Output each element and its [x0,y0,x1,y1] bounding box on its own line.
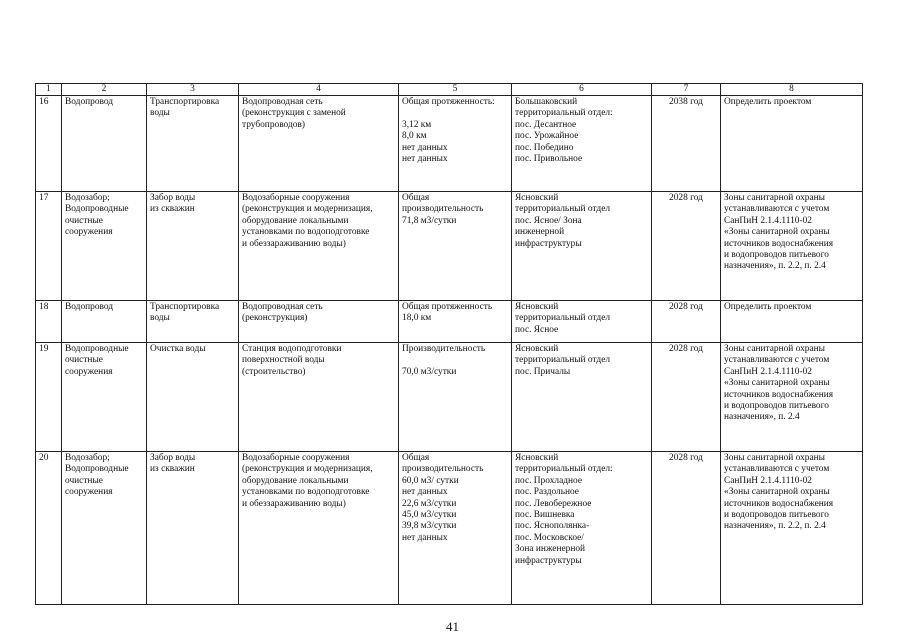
object-description-cell [239,452,399,605]
cell-text-line: (реконструкция с заменой [242,108,346,119]
cell-text-line: Водопроводная сеть [242,97,323,107]
cell-text-line: устанавливаются с учетом [724,355,830,366]
header-cell-4: 4 [239,84,399,96]
cell-text-line: пос. Левобережное [515,498,592,509]
cell-text-line: и водопроводов питьевого [724,401,829,412]
row-number-cell: 16 [36,96,62,192]
object-description-cell [239,192,399,301]
cell-text-line: устанавливаются с учетом [724,204,830,215]
cell-text-line: СанПиН 2.1.4.1110-02 [724,475,812,486]
cell-text-line: пос. Урожайное [515,131,579,142]
cell-text-line: Производительность [402,344,486,354]
implementation-year-cell: 2038 год [652,96,721,192]
cell-text-line: Транспортировка [150,97,220,107]
header-cell-7: 7 [652,84,721,96]
cell-text-line: пос. Яснополянка- [515,521,590,532]
cell-text-line: «Зоны санитарной охраны [724,227,830,238]
header-cell-2: 2 [62,84,147,96]
cell-text-line: источников водоснабжения [724,498,834,509]
object-parameters-cell [399,96,512,192]
cell-text-line: и водопроводов питьевого [724,510,829,521]
object-location-cell [512,192,652,301]
cell-text-line: «Зоны санитарной охраны [724,487,830,498]
cell-text-line: сооружения [65,366,113,377]
row-number-cell: 19 [36,343,62,452]
cell-text-line: воды [150,108,170,119]
implementation-year-cell: 2028 год [652,192,721,301]
cell-text-line: Водозабор; [65,193,110,203]
cell-text-line: и обеззараживанию воды) [242,498,346,509]
cell-text-line: пос. Раздольное [515,487,579,498]
cell-text-line: Определить проектом [724,302,812,312]
cell-text-line: установками по водоподготовке [242,487,370,498]
table-row [36,452,863,605]
cell-text-line: оборудование локальными [242,215,349,226]
cell-text-line: 22,6 м3/сутки [402,498,457,509]
object-name-cell [62,343,147,452]
cell-text-line: 3,12 км [402,119,432,130]
cell-text-line: Ясновский [515,302,559,312]
cell-text-line: Водопровод [65,97,114,107]
cell-text-line: Зоны санитарной охраны [724,193,825,203]
cell-text-line: Станция водоподготовки [242,344,342,354]
implementation-year-cell: 2028 год [652,452,721,605]
cell-text-line: назначения», п. 2.2, п. 2.4 [724,521,826,532]
cell-text-line: Ясновский [515,193,559,203]
cell-text-line: (реконструкция и модернизация, [242,464,373,475]
cell-text-line: «Зоны санитарной охраны [724,378,830,389]
cell-text-line: Забор воды [150,193,196,203]
object-name-cell [62,452,147,605]
cell-text-line: пос. Ясное/ Зона [515,215,582,226]
cell-text-line: Общая [402,453,430,463]
restriction-zones-cell [721,192,863,301]
cell-text-line: (реконструкция) [242,313,308,324]
object-parameters-cell [399,343,512,452]
cell-text-line: 70,0 м3/сутки [402,366,457,377]
cell-text-line [402,355,508,366]
cell-text-line: СанПиН 2.1.4.1110-02 [724,215,812,226]
cell-text-line: пос. Десантное [515,119,577,130]
cell-text-line: 8,0 км [402,131,427,142]
cell-text-line: 18,0 км [402,313,432,324]
object-purpose-cell [147,192,239,301]
cell-text-line: Водопроводные [65,344,129,354]
cell-text-line: пос. Вишневка [515,510,575,521]
object-parameters-cell [399,452,512,605]
object-name-cell [62,96,147,192]
object-purpose-cell [147,96,239,192]
cell-text-line: Зоны санитарной охраны [724,453,825,463]
cell-text-line: нет данных [402,487,448,498]
infrastructure-table [35,83,863,605]
cell-text-line: Общая протяженность [402,302,493,312]
cell-text-line: воды [150,313,170,324]
cell-text-line: и обеззараживанию воды) [242,238,346,249]
header-cell-5: 5 [399,84,512,96]
implementation-year-cell: 2028 год [652,301,721,343]
cell-text-line: пос. Победино [515,142,574,153]
object-location-cell [512,301,652,343]
implementation-year-cell: 2028 год [652,343,721,452]
cell-text-line: очистные [65,475,103,486]
cell-text-line: территориальный отдел [515,313,611,324]
cell-text-line: Общая [402,193,430,203]
cell-text-line: назначения», п. 2.2, п. 2.4 [724,261,826,272]
cell-text-line: назначения», п. 2.4 [724,412,800,423]
cell-text-line: Водопроводная сеть [242,302,323,312]
cell-text-line: Общая протяженность: [402,97,495,107]
cell-text-line: Водопровод [65,302,114,312]
object-description-cell [239,301,399,343]
cell-text-line: источников водоснабжения [724,238,834,249]
object-parameters-cell [399,301,512,343]
cell-text-line: (реконструкция и модернизация, [242,204,373,215]
cell-text-line: установками по водоподготовке [242,227,370,238]
object-location-cell [512,96,652,192]
cell-text-line: поверхностной воды [242,355,325,366]
cell-text-line: Водозаборные сооружения [242,453,350,463]
header-cell-3: 3 [147,84,239,96]
cell-text-line [402,108,508,119]
cell-text-line: производительность [402,204,484,215]
object-location-cell [512,343,652,452]
header-cell-6: 6 [512,84,652,96]
cell-text-line: Ясновский [515,453,559,463]
cell-text-line: пос. Ясное [515,324,559,335]
cell-text-line: сооружения [65,487,113,498]
row-number-cell: 17 [36,192,62,301]
cell-text-line: трубопроводов) [242,119,305,130]
cell-text-line: и водопроводов питьевого [724,250,829,261]
cell-text-line: очистные [65,355,103,366]
cell-text-line: 39,8 м3/сутки [402,521,457,532]
table-row [36,96,863,192]
table-header-row [36,84,863,96]
cell-text-line: Большаковский [515,97,578,107]
cell-text-line: инфраструктуры [515,555,582,566]
cell-text-line: Очистка воды [150,344,206,354]
cell-text-line: из скважин [150,464,195,475]
object-purpose-cell [147,452,239,605]
cell-text-line: пос. Причалы [515,366,571,377]
cell-text-line: территориальный отдел [515,204,611,215]
object-purpose-cell [147,301,239,343]
cell-text-line: инженерной [515,227,565,238]
cell-text-line: нет данных [402,142,448,153]
cell-text-line: из скважин [150,204,195,215]
cell-text-line: (строительство) [242,366,306,377]
cell-text-line: пос. Привольное [515,154,583,165]
object-name-cell [62,301,147,343]
table-row [36,192,863,301]
cell-text-line: территориальный отдел [515,355,611,366]
cell-text-line: Водозабор; [65,453,110,463]
cell-text-line: Водопроводные [65,204,129,215]
cell-text-line: Водопроводные [65,464,129,475]
cell-text-line: инфраструктуры [515,238,582,249]
cell-text-line: 71,8 м3/сутки [402,215,457,226]
cell-text-line: Зоны санитарной охраны [724,344,825,354]
cell-text-line: Забор воды [150,453,196,463]
row-number-cell: 18 [36,301,62,343]
cell-text-line: источников водоснабжения [724,389,834,400]
object-description-cell [239,343,399,452]
cell-text-line: нет данных [402,532,448,543]
cell-text-line: производительность [402,464,484,475]
header-cell-8: 8 [721,84,863,96]
cell-text-line: Зона инженерной [515,544,586,555]
restriction-zones-cell [721,452,863,605]
cell-text-line: нет данных [402,154,448,165]
restriction-zones-cell [721,96,863,192]
cell-text-line: пос. Прохладное [515,475,582,486]
table-row [36,301,863,343]
object-name-cell [62,192,147,301]
cell-text-line: пос. Московское/ [515,532,584,543]
restriction-zones-cell [721,343,863,452]
cell-text-line: очистные [65,215,103,226]
cell-text-line: территориальный отдел: [515,464,613,475]
cell-text-line: СанПиН 2.1.4.1110-02 [724,366,812,377]
cell-text-line: сооружения [65,227,113,238]
cell-text-line: оборудование локальными [242,475,349,486]
cell-text-line: Транспортировка [150,302,220,312]
object-purpose-cell [147,343,239,452]
cell-text-line: территориальный отдел: [515,108,613,119]
restriction-zones-cell [721,301,863,343]
object-parameters-cell [399,192,512,301]
row-number-cell: 20 [36,452,62,605]
cell-text-line: 45,0 м3/сутки [402,510,457,521]
page-number: 41 [446,619,459,634]
object-description-cell [239,96,399,192]
cell-text-line: 60,0 м3/ сутки [402,475,459,486]
cell-text-line: устанавливаются с учетом [724,464,830,475]
table-row [36,343,863,452]
object-location-cell [512,452,652,605]
cell-text-line: Ясновский [515,344,559,354]
header-cell-1: 1 [36,84,62,96]
cell-text-line: Определить проектом [724,97,812,107]
cell-text-line: Водозаборные сооружения [242,193,350,203]
